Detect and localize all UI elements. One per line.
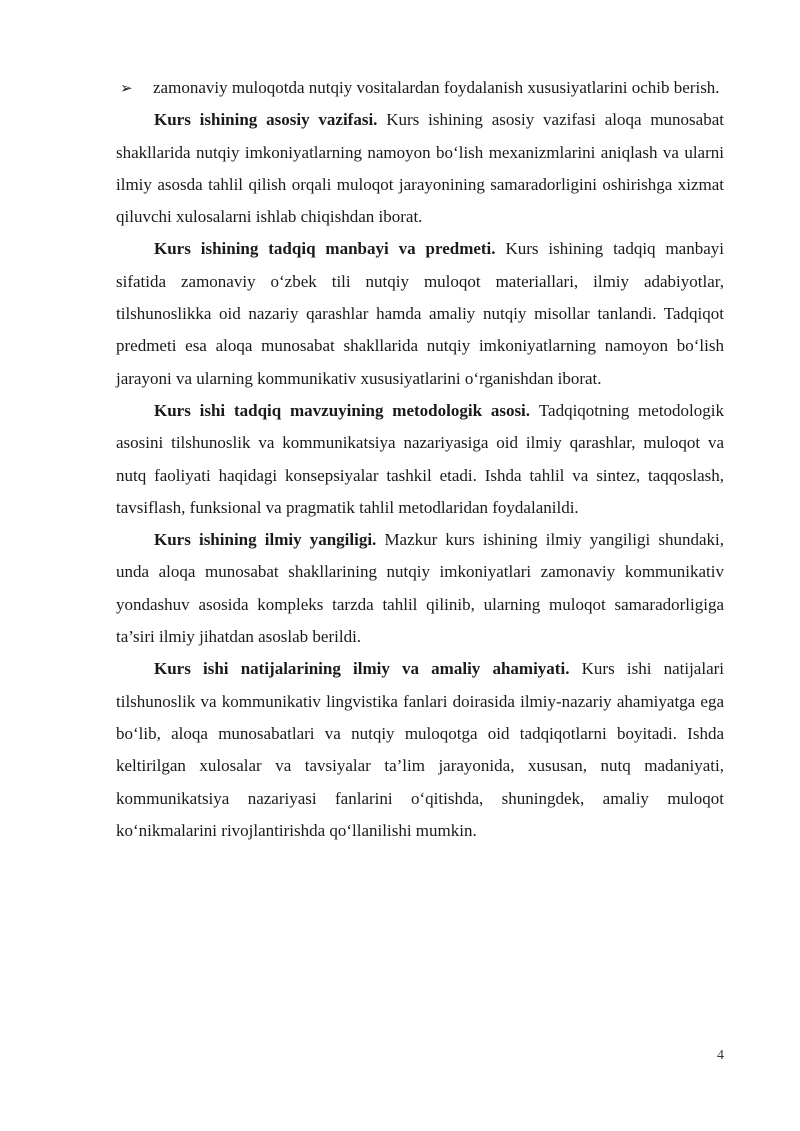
paragraph-body: Kurs ishi natijalari tilshunoslik va kommunikativ lingvistika fanlari doirasida ilmiy-nazariy ahamiyatga ega bo‘lib, aloqa munosabatlari va nutqiy muloqotga oid tadqiqotlarni boyitadi. Ishda keltirilgan xulosalar va tavsiyalar ta’lim jarayonida, xususan, nutq madaniyati, kommunikatsiya nazariyasi fanlarini o‘qitishda, shuningdek, amaliy muloqot ko‘nikmalarini rivojlantirishda qo‘llanilishi mumkin. bbox=[116, 659, 725, 840]
paragraph-heading: Kurs ishining ilmiy yangiligi. bbox=[154, 530, 385, 550]
paragraph-heading: Kurs ishi tadqiq mavzuyining metodologik asosi. bbox=[154, 400, 539, 420]
paragraph-research-source bbox=[116, 233, 724, 394]
arrow-bullet-icon: ➢ bbox=[120, 79, 133, 97]
bullet-item bbox=[116, 72, 724, 104]
bullet-text: zamonaviy muloqotda nutqiy vositalardan foydalanish xususiyatlarini ochib berish. bbox=[153, 78, 720, 97]
page-number: 4 bbox=[717, 1048, 724, 1063]
page-content bbox=[116, 72, 724, 847]
paragraph-heading: Kurs ishining asosiy vazifasi. bbox=[154, 110, 387, 130]
paragraph-body: Kurs ishining tadqiq manbayi sifatida zamonaviy o‘zbek tili nutqiy muloqot materiallari, ilmiy adabiyotlar, tilshunoslikka oid nazariy qarashlar hamda amaliy nutqiy misollar tanlandi. Tadqiqot predmeti esa aloqa munosabat shakllarida nutqiy imkoniyatlarning namoyon bo‘lish jarayoni va ularning kommunikativ xususiyatlarini o‘rganishdan iborat. bbox=[116, 239, 724, 388]
paragraph-scientific-novelty bbox=[116, 524, 724, 653]
paragraph-body: Tadqiqotning metodologik asosini tilshunoslik va kommunikatsiya nazariyasiga oid ilmiy qarashlar, muloqot va nutq faoliyati haqidagi konsepsiyalar tashkil etadi. Ishda tahlil va sintez, taqqoslash, tavsiflash, funksional va pragmatik tahlil metodlaridan foydalanildi. bbox=[116, 400, 724, 517]
paragraph-methodology bbox=[116, 395, 724, 524]
paragraph-body: Kurs ishining asosiy vazifasi aloqa munosabat shakllarida nutqiy imkoniyatlarning namoyon bo‘lish mexanizmlarini aniqlash va ularni ilmiy asosda tahlil qilish orqali muloqot jarayonining samaradorligini oshirishga xizmat qiluvchi xulosalarni ishlab chiqishdan iborat. bbox=[116, 110, 724, 227]
paragraph-heading: Kurs ishi natijalarining ilmiy va amaliy ahamiyati. bbox=[154, 659, 582, 679]
paragraph-significance bbox=[116, 653, 724, 847]
paragraph-body: Mazkur kurs ishining ilmiy yangiligi shundaki, unda aloqa munosabat shakllarining nutqiy imkoniyatlari zamonaviy kommunikativ yondashuv asosida kompleks tarzda tahlil qilinib, ularning muloqot samaradorligiga ta’siri ilmiy jihatdan asoslab berildi. bbox=[116, 530, 724, 647]
paragraph-heading: Kurs ishining tadqiq manbayi va predmeti. bbox=[154, 239, 506, 259]
paragraph-main-task bbox=[116, 104, 724, 233]
